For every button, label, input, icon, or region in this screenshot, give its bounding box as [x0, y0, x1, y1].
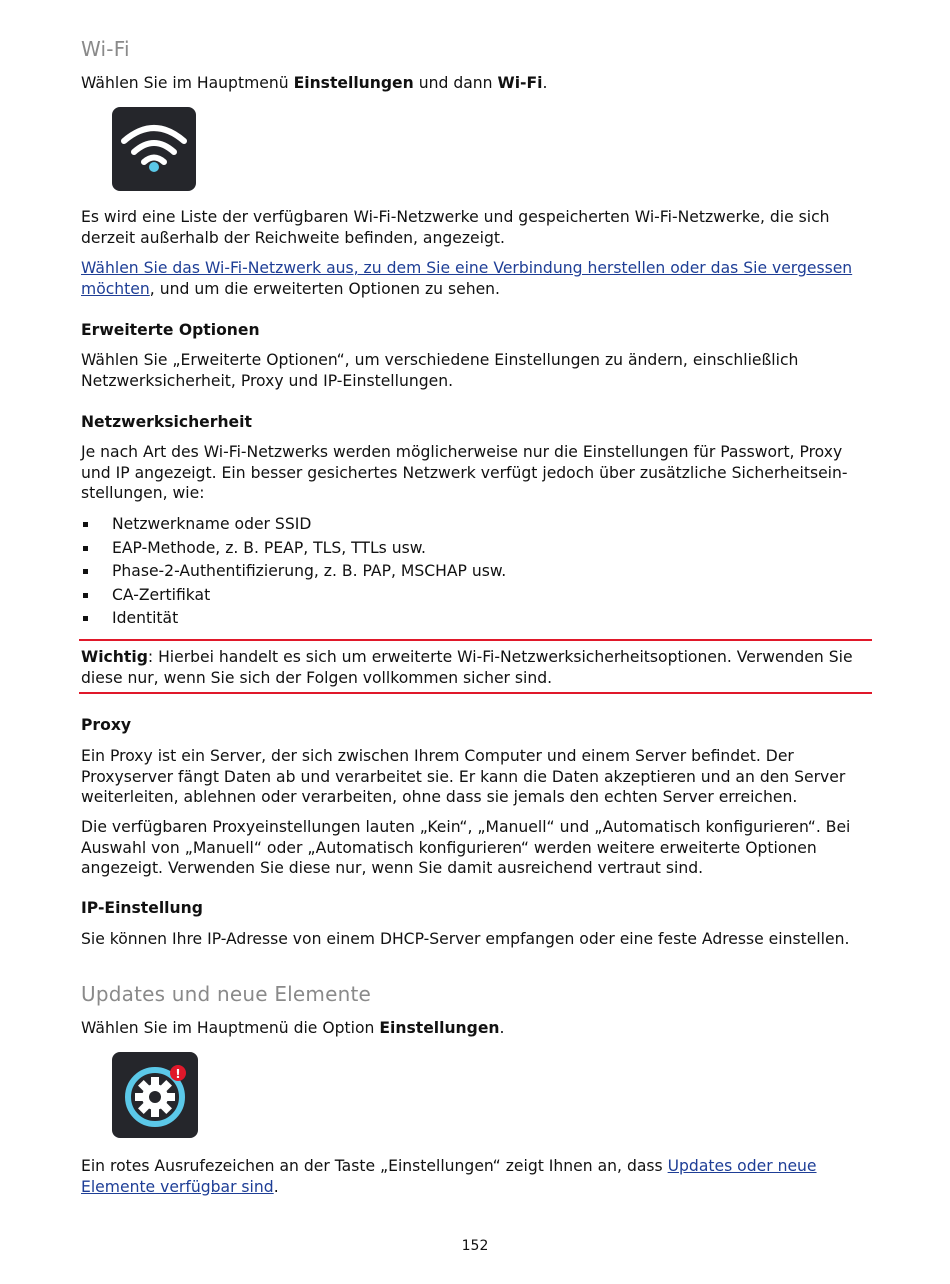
updates-note-end: .: [273, 1177, 279, 1196]
proxy-heading: Proxy: [81, 716, 132, 734]
wifi-intro-end: .: [542, 74, 548, 92]
wifi-select-link[interactable]: Wählen Sie das Wi-Fi-Netzwerk aus, zu dem Sie eine Verbindung herstellen oder das Sie vergessen möchten: [81, 259, 853, 298]
proxy-text-1: Ein Proxy ist ein Server, der sich zwischen Ihrem Computer und einem Server befindet. Der Proxyserver fängt Daten ab und verarbeitet sie. Er kann die Daten akzeptieren und an den Server weiterleiten, ablehnen oder verarbeiten, ohne dass sie jemals den echten Server erreichen.: [81, 747, 846, 806]
wifi-icon: [112, 107, 196, 191]
important-rule-top: [79, 639, 872, 641]
security-list: [81, 513, 841, 631]
security-heading: Netzwerksicherheit: [81, 413, 252, 431]
security-text: Je nach Art des Wi-Fi-Netzwerks werden möglicherweise nur die Einstellungen für Passwort, Proxy und IP angezeigt. Ein besser gesichertes Netzwerk verfügt jedoch über zusätzliche Sicherheitsein-stellungen, wie:: [81, 443, 848, 502]
updates-intro: [81, 1018, 873, 1039]
updates-note: [81, 1156, 873, 1197]
list-item: Phase-2-Authentifizierung, z. B. PAP, MSCHAP usw.: [81, 560, 841, 584]
list-item: CA-Zertifikat: [81, 584, 841, 608]
updates-intro-end: .: [499, 1019, 505, 1037]
wifi-select-rest: , und um die erweiterten Optionen zu sehen.: [149, 279, 501, 298]
wifi-intro-text: Wählen Sie im Hauptmenü: [81, 74, 294, 92]
wifi-select-paragraph: [81, 258, 873, 299]
settings-gear-icon: [112, 1052, 198, 1138]
wifi-intro-wifi: Wi-Fi: [497, 74, 543, 92]
list-item: EAP-Methode, z. B. PEAP, TLS, TTLs usw.: [81, 537, 841, 561]
updates-intro-text: Wählen Sie im Hauptmenü die Option: [81, 1019, 380, 1037]
wifi-intro-settings: Einstellungen: [293, 74, 414, 92]
important-text: : Hierbei handelt es sich um erweiterte Wi-Fi-Netzwerksicherheitsoptionen. Verwenden Sie diese nur, wenn Sie sich der Folgen vollkommen sicher sind.: [81, 648, 853, 687]
alert-badge-text: !: [175, 1067, 181, 1081]
wifi-intro-mid: und dann: [413, 74, 498, 92]
updates-intro-settings: Einstellungen: [379, 1019, 500, 1037]
wifi-icon-graphic: [112, 107, 196, 191]
page-number: 152: [461, 1238, 489, 1254]
ip-text: Sie können Ihre IP-Adresse von einem DHCP-Server empfangen oder eine feste Adresse einstellen.: [81, 930, 850, 948]
list-item: Identität: [81, 607, 841, 631]
updates-heading: Updates und neue Elemente: [81, 982, 372, 1006]
wifi-heading: Wi-Fi: [81, 37, 130, 61]
settings-gear-graphic: [112, 1052, 198, 1138]
important-rule-bottom: [79, 692, 872, 694]
wifi-intro: [81, 73, 873, 94]
important-label: Wichtig: [81, 648, 148, 666]
ip-heading: IP-Einstellung: [81, 899, 203, 917]
advanced-text: Wählen Sie „Erweiterte Optionen“, um verschiedene Einstellungen zu ändern, einschließlich Netzwerksicherheit, Proxy und IP-Einstellungen.: [81, 351, 799, 390]
updates-note-text: Ein rotes Ausrufezeichen an der Taste „Einstellungen“ zeigt Ihnen an, dass: [81, 1157, 668, 1175]
list-item: Netzwerkname oder SSID: [81, 513, 841, 537]
important-note: [81, 647, 873, 688]
updates-link[interactable]: Updates oder neue Elemente verfügbar sind: [81, 1157, 817, 1196]
proxy-text-2: Die verfügbaren Proxyeinstellungen lauten „Kein“, „Manuell“ und „Automatisch konfigurieren“. Bei Auswahl von „Manuell“ oder „Automatisch konfigurieren“ werden weitere erweiterte Optionen angezeigt. Verwenden Sie diese nur, wenn Sie damit ausreichend vertraut sind.: [81, 818, 851, 877]
wifi-list-text: Es wird eine Liste der verfügbaren Wi-Fi-Netzwerke und gespeicherten Wi-Fi-Netzwerke, die sich derzeit außerhalb der Reichweite befinden, angezeigt.: [81, 208, 830, 247]
advanced-heading: Erweiterte Optionen: [81, 321, 260, 339]
